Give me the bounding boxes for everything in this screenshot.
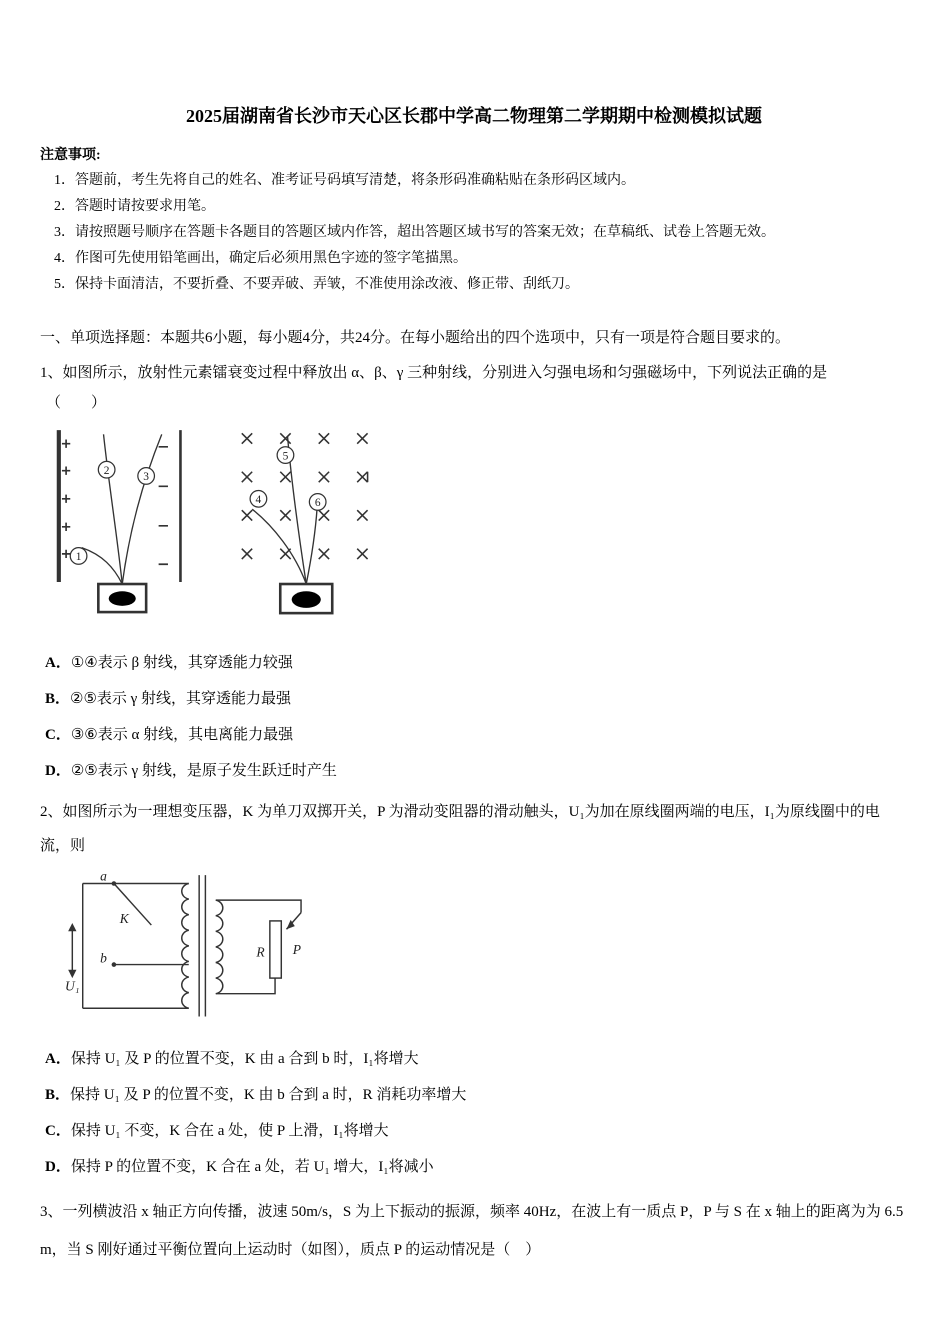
question-2 xyxy=(40,795,908,1185)
ray-3-path xyxy=(122,434,162,584)
option-letter: C． xyxy=(45,1123,71,1139)
option-text: 保持 U₁ 及 P 的位置不变，K 由 b 合到 a 时，R 消耗功率增大 xyxy=(70,1087,467,1103)
secondary-bottom-wire xyxy=(216,978,275,994)
ray-label-4: 4 xyxy=(255,493,262,506)
minus-signs xyxy=(159,447,168,564)
slider-p-label: P xyxy=(292,942,301,958)
option-text: ②⑤表示 γ 射线，其穿透能力最强 xyxy=(70,691,292,707)
section-one-heading: 一、单项选择题：本题共6小题，每小题4分，共24分。在每小题给出的四个选项中，只有一项是符合题目要求的。 xyxy=(40,330,791,346)
q2-option-b xyxy=(40,1077,908,1113)
option-text: 保持 U₁ 不变，K 合在 a 处，使 P 上滑，I₁将增大 xyxy=(70,1123,389,1139)
magnetic-field-diagram xyxy=(242,433,368,613)
q2-option-d xyxy=(40,1149,908,1185)
terminal-b-label: b xyxy=(100,950,107,966)
radiation-source-right xyxy=(292,591,321,608)
voltage-u1-label: U₁ xyxy=(65,978,80,994)
radiation-deflection-diagram xyxy=(54,426,388,636)
q2-option-a xyxy=(40,1041,908,1077)
terminal-a-label: a xyxy=(100,871,107,884)
q2-option-c xyxy=(40,1113,908,1149)
option-text: ①④表示 β 射线，其穿透能力较强 xyxy=(70,655,293,671)
question-2-figure xyxy=(64,871,908,1033)
notice-section xyxy=(40,144,908,298)
rheostat-body xyxy=(270,921,281,978)
switch-k-label: K xyxy=(119,910,129,926)
ray-4-path xyxy=(252,509,306,584)
notice-item-4: 4．作图可先使用铅笔画出，确定后必须用黑色字迹的签字笔描黑。 xyxy=(54,251,467,266)
ray-label-1: 1 xyxy=(75,551,82,564)
plus-signs xyxy=(62,440,70,559)
question-3 xyxy=(40,1193,908,1269)
transformer-circuit-diagram xyxy=(64,871,326,1028)
ray-label-6: 6 xyxy=(314,497,321,510)
option-text: 保持 U₁ 及 P 的位置不变，K 由 a 合到 b 时，I₁将增大 xyxy=(70,1051,419,1067)
ray-number-labels xyxy=(70,447,326,564)
option-text: ③⑥表示 α 射线，其电离能力最强 xyxy=(70,727,294,743)
notice-item-2: 2．答题时请按要求用笔。 xyxy=(54,199,215,214)
question-1-stem: 1、如图所示，放射性元素镭衰变过程中释放出 α、β、γ 三种射线，分别进入匀强电场和匀强磁场中，下列说法正确的是 xyxy=(40,365,828,381)
ray-1-path xyxy=(82,548,123,584)
transformer-labels xyxy=(65,871,301,994)
q1-option-a xyxy=(40,645,908,681)
option-letter: D． xyxy=(45,1159,71,1175)
radiation-source-left xyxy=(109,591,136,606)
u1-arrowhead-down xyxy=(68,970,76,978)
primary-coil xyxy=(182,883,189,1008)
u1-arrowhead-up xyxy=(68,923,76,931)
option-letter: D． xyxy=(45,763,71,779)
option-letter: A． xyxy=(45,655,71,671)
contact-b-dot xyxy=(112,962,117,967)
electric-field-diagram xyxy=(59,430,181,612)
question-1-figure xyxy=(54,426,908,641)
resistor-r-label: R xyxy=(256,944,265,960)
q1-option-c xyxy=(40,717,908,753)
ray-label-3: 3 xyxy=(143,471,150,484)
option-letter: C． xyxy=(45,727,71,743)
secondary-top-wire xyxy=(216,900,301,912)
notice-item-3: 3．请按照题号顺序在答题卡各题目的答题区域内作答，超出答题区域书写的答案无效；在草稿纸、试卷上答题无效。 xyxy=(54,225,775,240)
option-letter: B． xyxy=(45,1087,71,1103)
option-letter: A． xyxy=(45,1051,71,1067)
ray-label-2: 2 xyxy=(103,464,110,477)
notice-item-5: 5．保持卡面清洁，不要折叠、不要弄破、弄皱，不准使用涂改液、修正带、刮纸刀。 xyxy=(54,277,579,292)
q1-option-b xyxy=(40,681,908,717)
option-letter: B． xyxy=(45,691,71,707)
page-title: 2025届湖南省长沙市天心区长郡中学高二物理第二学期期中检测模拟试题 xyxy=(186,106,762,126)
notice-heading: 注意事项: xyxy=(40,148,101,163)
notice-item-1: 1．答题前，考生先将自己的姓名、准考证号码填写清楚，将条形码准确粘贴在条形码区域内。 xyxy=(54,173,635,188)
q1-option-d xyxy=(40,753,908,789)
question-1-answer-paren: （ ） xyxy=(46,395,107,411)
contact-a-dot xyxy=(112,881,117,886)
ray-label-5: 5 xyxy=(282,450,289,463)
secondary-coil xyxy=(216,900,223,994)
question-2-stem: 2、如图所示为一理想变压器，K 为单刀双掷开关，P 为滑动变阻器的滑动触头，U₁为加在原线圈两端的电压，I₁为原线圈中的电流，则 xyxy=(40,804,880,854)
question-3-stem: 3、一列横波沿 x 轴正方向传播，波速 50m/s，S 为上下振动的振源，频率 40Hz，在波上有一质点 P，P 与 S 在 x 轴上的距离为为 6.5 m，当 S 刚好通过平衡位置向上运动时（如图），质点 P 的运动情况是（ ） xyxy=(40,1204,904,1258)
question-1 xyxy=(40,358,908,789)
option-text: 保持 P 的位置不变，K 合在 a 处，若 U₁ 增大，I₁将减小 xyxy=(70,1159,434,1175)
option-text: ②⑤表示 γ 射线，是原子发生跃迁时产生 xyxy=(70,763,337,779)
